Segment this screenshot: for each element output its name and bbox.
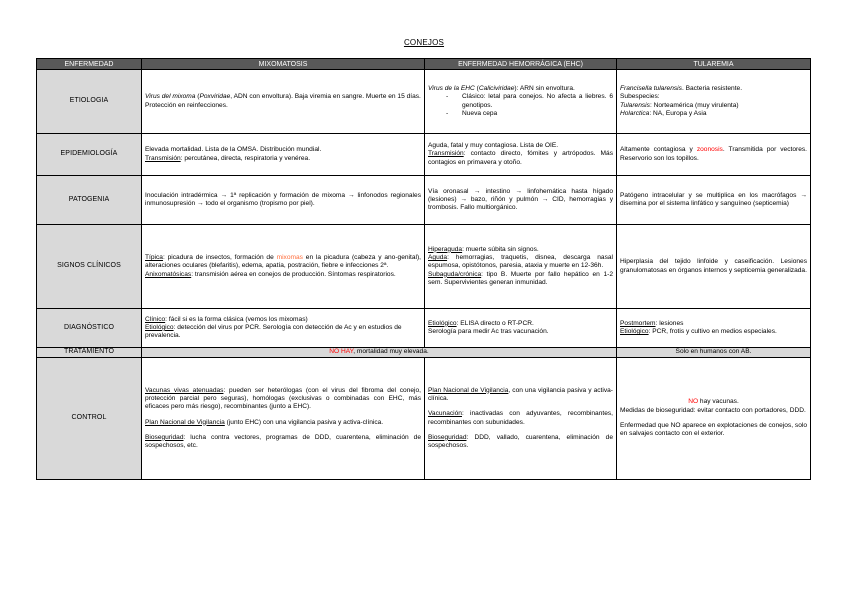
tul-subspecies-label: Subespecies: (620, 93, 660, 101)
mixo-epi-line2 (145, 155, 421, 163)
ehc-sub-text: : tipo B. Muerte por fallo hepático en 1-2 sem. Supervivientes generan inmunidad. (428, 270, 613, 286)
cell-tul-diagnostico (617, 309, 811, 348)
mixo-control-bio (145, 434, 421, 451)
cell-mixo-control (142, 358, 425, 480)
diseases-table (36, 58, 811, 480)
mixo-etio-label: Etiológico (145, 323, 174, 331)
mixo-etio-text: , ADN con envoltura). Baja viremia en sangre. Muerte en 15 días. Protección en reinfecciones. (145, 93, 421, 109)
mixo-plan-text: (junto EHC) con una vigilancia pasiva y activa-clínica. (224, 418, 384, 426)
ehc-plan-label: Plan Nacional de Vigilancia (428, 386, 509, 394)
tul-diag-postmortem (620, 320, 807, 328)
mixo-etio-text: : detección del virus por PCR. Serología con detección de Ac y en estudios de prevalencia. (145, 323, 402, 340)
ehc-trans-text: : contacto directo, fómites y artrópodos. Más contagios en primavera y otoño. (428, 150, 613, 166)
ehc-diag-serologia: Serología para medir Ac tras vacunación. (428, 328, 549, 335)
ehc-sub-label: Subaguda/crónica (428, 270, 482, 278)
tul-epi-text-b: . Transmitida por vectores. Reservorio son los topillos. (620, 146, 807, 162)
tul-diag-etiologico (620, 328, 807, 336)
mixo-tipica-label: Típica (145, 254, 163, 262)
list-item: - Clásico: letal para conejos. No afecta a liebres. 6 genotipos. (462, 93, 613, 110)
ehc-epi-line1: Aguda, fatal y muy contagiosa. Lista de OIE. (428, 142, 559, 150)
row-patogenia (37, 176, 811, 225)
row-tratamiento (37, 348, 811, 358)
ehc-diag-etiologico (428, 320, 613, 328)
mixo-anix-label: Anixomatósicas (145, 270, 192, 278)
ehc-etio-text: ): ARN sin envoltura. (514, 84, 575, 92)
ehc-etio-text: : ELISA directo o RT-PCR. (456, 319, 534, 327)
cell-tul-tratamiento: Solo en humanos con AB. (617, 348, 811, 358)
mixo-tipica-text-b: en la picadura (cabeza y ano-genital), alteraciones oculares (blefaritis), edema, apatía, postración, fiebre e infecciones 2ª. (145, 254, 421, 270)
ehc-subaguda (428, 271, 613, 288)
row-label-epidemiologia: EPIDEMIOLOGÍA (37, 134, 142, 176)
cell-mixo-epidemiologia (142, 134, 425, 176)
tul-sub2-name: Holarctica (620, 109, 650, 117)
mixo-tipica (145, 254, 421, 271)
mixo-epi-line1: Elevada mortalidad. Lista de la OMSA. Distribución mundial. (145, 146, 322, 154)
tul-etio-text: : PCR, frotis y cultivo en medios especiales. (648, 328, 777, 335)
cell-tul-control (617, 358, 811, 480)
tul-control-line3: Enfermedad que NO aparece en explotaciones de conejos, solo en salvajes contacto con el exterior. (620, 422, 807, 438)
mixo-control-plan (145, 419, 421, 427)
tul-epi-text-a: Altamente contagiosa y (620, 146, 697, 154)
cell-ehc-epidemiologia (425, 134, 617, 176)
cell-ehc-patogenia: Vía oronasal → intestino → linfohemática hasta hígado (lesiones) → bazo, riñón y pulmón → CID, hemorragias y trombosis. Fallo multiorgánico. (425, 176, 617, 225)
tul-sub2 (620, 110, 807, 118)
tul-control-line2: Medidas de bioseguridad: evitar contacto con portadores, DDD. (620, 406, 806, 414)
cell-ehc-signos (425, 225, 617, 309)
page-title: CONEJOS (403, 38, 445, 47)
ehc-control-plan (428, 387, 613, 404)
mixo-control-vacunas (145, 387, 421, 412)
mixo-clin-label: Clínico (145, 315, 166, 323)
cell-ehc-control (425, 358, 617, 480)
header-row (37, 59, 811, 70)
cell-mixo-etiologia (142, 70, 425, 134)
ehc-aguda-text: : hemorragias, traquetis, disnea, descarga nasal espumosa, opistótonos, paresia, ataxia y muerte en 12-36h. (428, 254, 613, 270)
mixo-tipica-text-a: : picadura de insectos, formación de (162, 254, 277, 262)
ehc-etio-label: Etiológico (428, 319, 457, 327)
ehc-aguda (428, 254, 613, 271)
tul-etio-text: . Bacteria resistente. (681, 84, 743, 92)
cell-tul-etiologia (617, 70, 811, 134)
cell-tul-epidemiologia (617, 134, 811, 176)
ehc-epi-line2 (428, 150, 613, 167)
ehc-trans-label: Transmisión (428, 150, 464, 158)
tul-post-label: Postmortem (620, 319, 656, 327)
ehc-hiper-text: : muerte súbita sin signos. (462, 245, 539, 253)
tratamiento-no-hay: NO HAY (329, 348, 354, 356)
tul-etio-line1 (620, 85, 807, 93)
tul-sub1-text: : Norteamérica (muy virulenta) (649, 101, 739, 109)
ehc-plan-text: , con una vigilancia pasiva y activa-clínica. (428, 386, 613, 402)
mixo-clin-text: : fácil si es la forma clásica (vemos los mixomas) (165, 315, 308, 323)
mixo-vac-label: Vacunas vivas atenuadas (145, 386, 224, 394)
mixo-anix (145, 271, 421, 279)
tul-no: NO (688, 398, 699, 406)
row-signos (37, 225, 811, 309)
ehc-control-bio (428, 434, 613, 451)
cell-mixo-diagnostico (142, 309, 425, 348)
row-epidemiologia (37, 134, 811, 176)
tul-etio-label: Etiológico (620, 328, 649, 335)
tul-control-line1 (620, 398, 807, 406)
ehc-virus-name: Virus de la EHC (428, 84, 475, 92)
mixo-paren: ( (195, 93, 200, 101)
mixo-trans-text: : percutánea, directa, respiratoria y venérea. (180, 154, 311, 162)
tul-species: Francisella tularensis (620, 84, 682, 92)
mixo-bio-text: : lucha contra vectores, programas de DDD, cuarentena, eliminación de sospechosos, etc. (145, 433, 421, 450)
tul-sub1 (620, 102, 807, 110)
row-label-patogenia: PATOGENIA (37, 176, 142, 225)
cell-tul-patogenia: Patógeno intracelular y se multiplica en los macrófagos → disemina por el sistema linfático y sanguíneo (septicemia) (617, 176, 811, 225)
ehc-vac-text: : inactivadas con adyuvantes, recombinantes, recombinantes con subunidades. (428, 410, 613, 426)
mixo-trans-label: Transmisión (145, 154, 181, 162)
tul-sub2-text: : NA, Europa y Asia (649, 109, 707, 117)
cell-mixo-signos (142, 225, 425, 309)
ehc-control-vacunacion (428, 410, 613, 427)
ehc-aguda-label: Aguda (428, 254, 448, 262)
cell-ehc-diagnostico (425, 309, 617, 348)
mixo-vac-text: : pueden ser heterólogas (con el virus del fibroma del conejo, protección parcial pero seguras), homólogas (exclusivas o combinadas con EHC, más eficaces pero más riesgo), recombinantes (junto a EHC). (145, 386, 421, 411)
row-etiologia (37, 70, 811, 134)
ehc-family: Caliciviridae (478, 84, 515, 92)
mixo-anix-text: : transmisión aérea en conejos de producción. Síntomas respiratorios. (191, 270, 396, 278)
tul-post-text: : lesiones (655, 319, 684, 327)
cell-tul-signos: Hiperplasia del tejido linfoide y caseificación. Lesiones granulomatosas en órganos internos y septicemia generalizada. (617, 225, 811, 309)
tul-zoonosis: zoonosis (696, 146, 723, 154)
mixo-family: Poxviridae (199, 93, 231, 101)
header-enfermedad: ENFERMEDAD (37, 59, 142, 70)
mixo-mixomas: mixomas (276, 254, 303, 262)
row-diagnostico (37, 309, 811, 348)
ehc-bio-text: : DDD, vallado, cuarentena, eliminación de sospechosos. (428, 433, 613, 450)
row-label-control: CONTROL (37, 358, 142, 480)
cell-ehc-etiologia (425, 70, 617, 134)
cell-mixo-patogenia: Inoculación intradérmica → 1ª replicación y formación de mixoma → linfonodos regionales inmunosupresión → todo el organismo (tropismo por piel). (142, 176, 425, 225)
list-item: - Nueva cepa (462, 110, 613, 118)
ehc-hiper-label: Hiperaguda (428, 245, 463, 253)
mixo-bio-label: Bioseguridad (145, 433, 184, 441)
tul-line1-text: hay vacunas. (698, 398, 739, 406)
mixo-diag-clinico (145, 316, 421, 324)
mixo-diag-etiologico (145, 324, 421, 341)
header-tularemia: TULAREMIA (617, 59, 811, 70)
row-label-etiologia: ETIOLOGIA (37, 70, 142, 134)
header-ehc: ENFERMEDAD HEMORRÁGICA (EHC) (425, 59, 617, 70)
mixo-virus-name: Virus del mixoma (145, 93, 196, 101)
row-label-diagnostico: DIAGNÓSTICO (37, 309, 142, 348)
ehc-paren: ( (474, 84, 479, 92)
ehc-bio-label: Bioseguridad (428, 433, 467, 441)
tul-sub1-name: Tularensis (620, 101, 650, 109)
ehc-hiper (428, 246, 613, 254)
ehc-vac-label: Vacunación (428, 410, 462, 418)
mixo-plan-label: Plan Nacional de Vigilancia (145, 418, 225, 426)
row-label-signos: SIGNOS CLÍNICOS (37, 225, 142, 309)
tratamiento-text: , mortalidad muy elevada. (353, 348, 429, 356)
row-control (37, 358, 811, 480)
ehc-genotype-list (428, 93, 613, 118)
header-mixomatosis: MIXOMATOSIS (142, 59, 425, 70)
row-label-tratamiento: TRATAMIENTO (37, 348, 142, 358)
cell-mixo-ehc-tratamiento (142, 348, 617, 358)
